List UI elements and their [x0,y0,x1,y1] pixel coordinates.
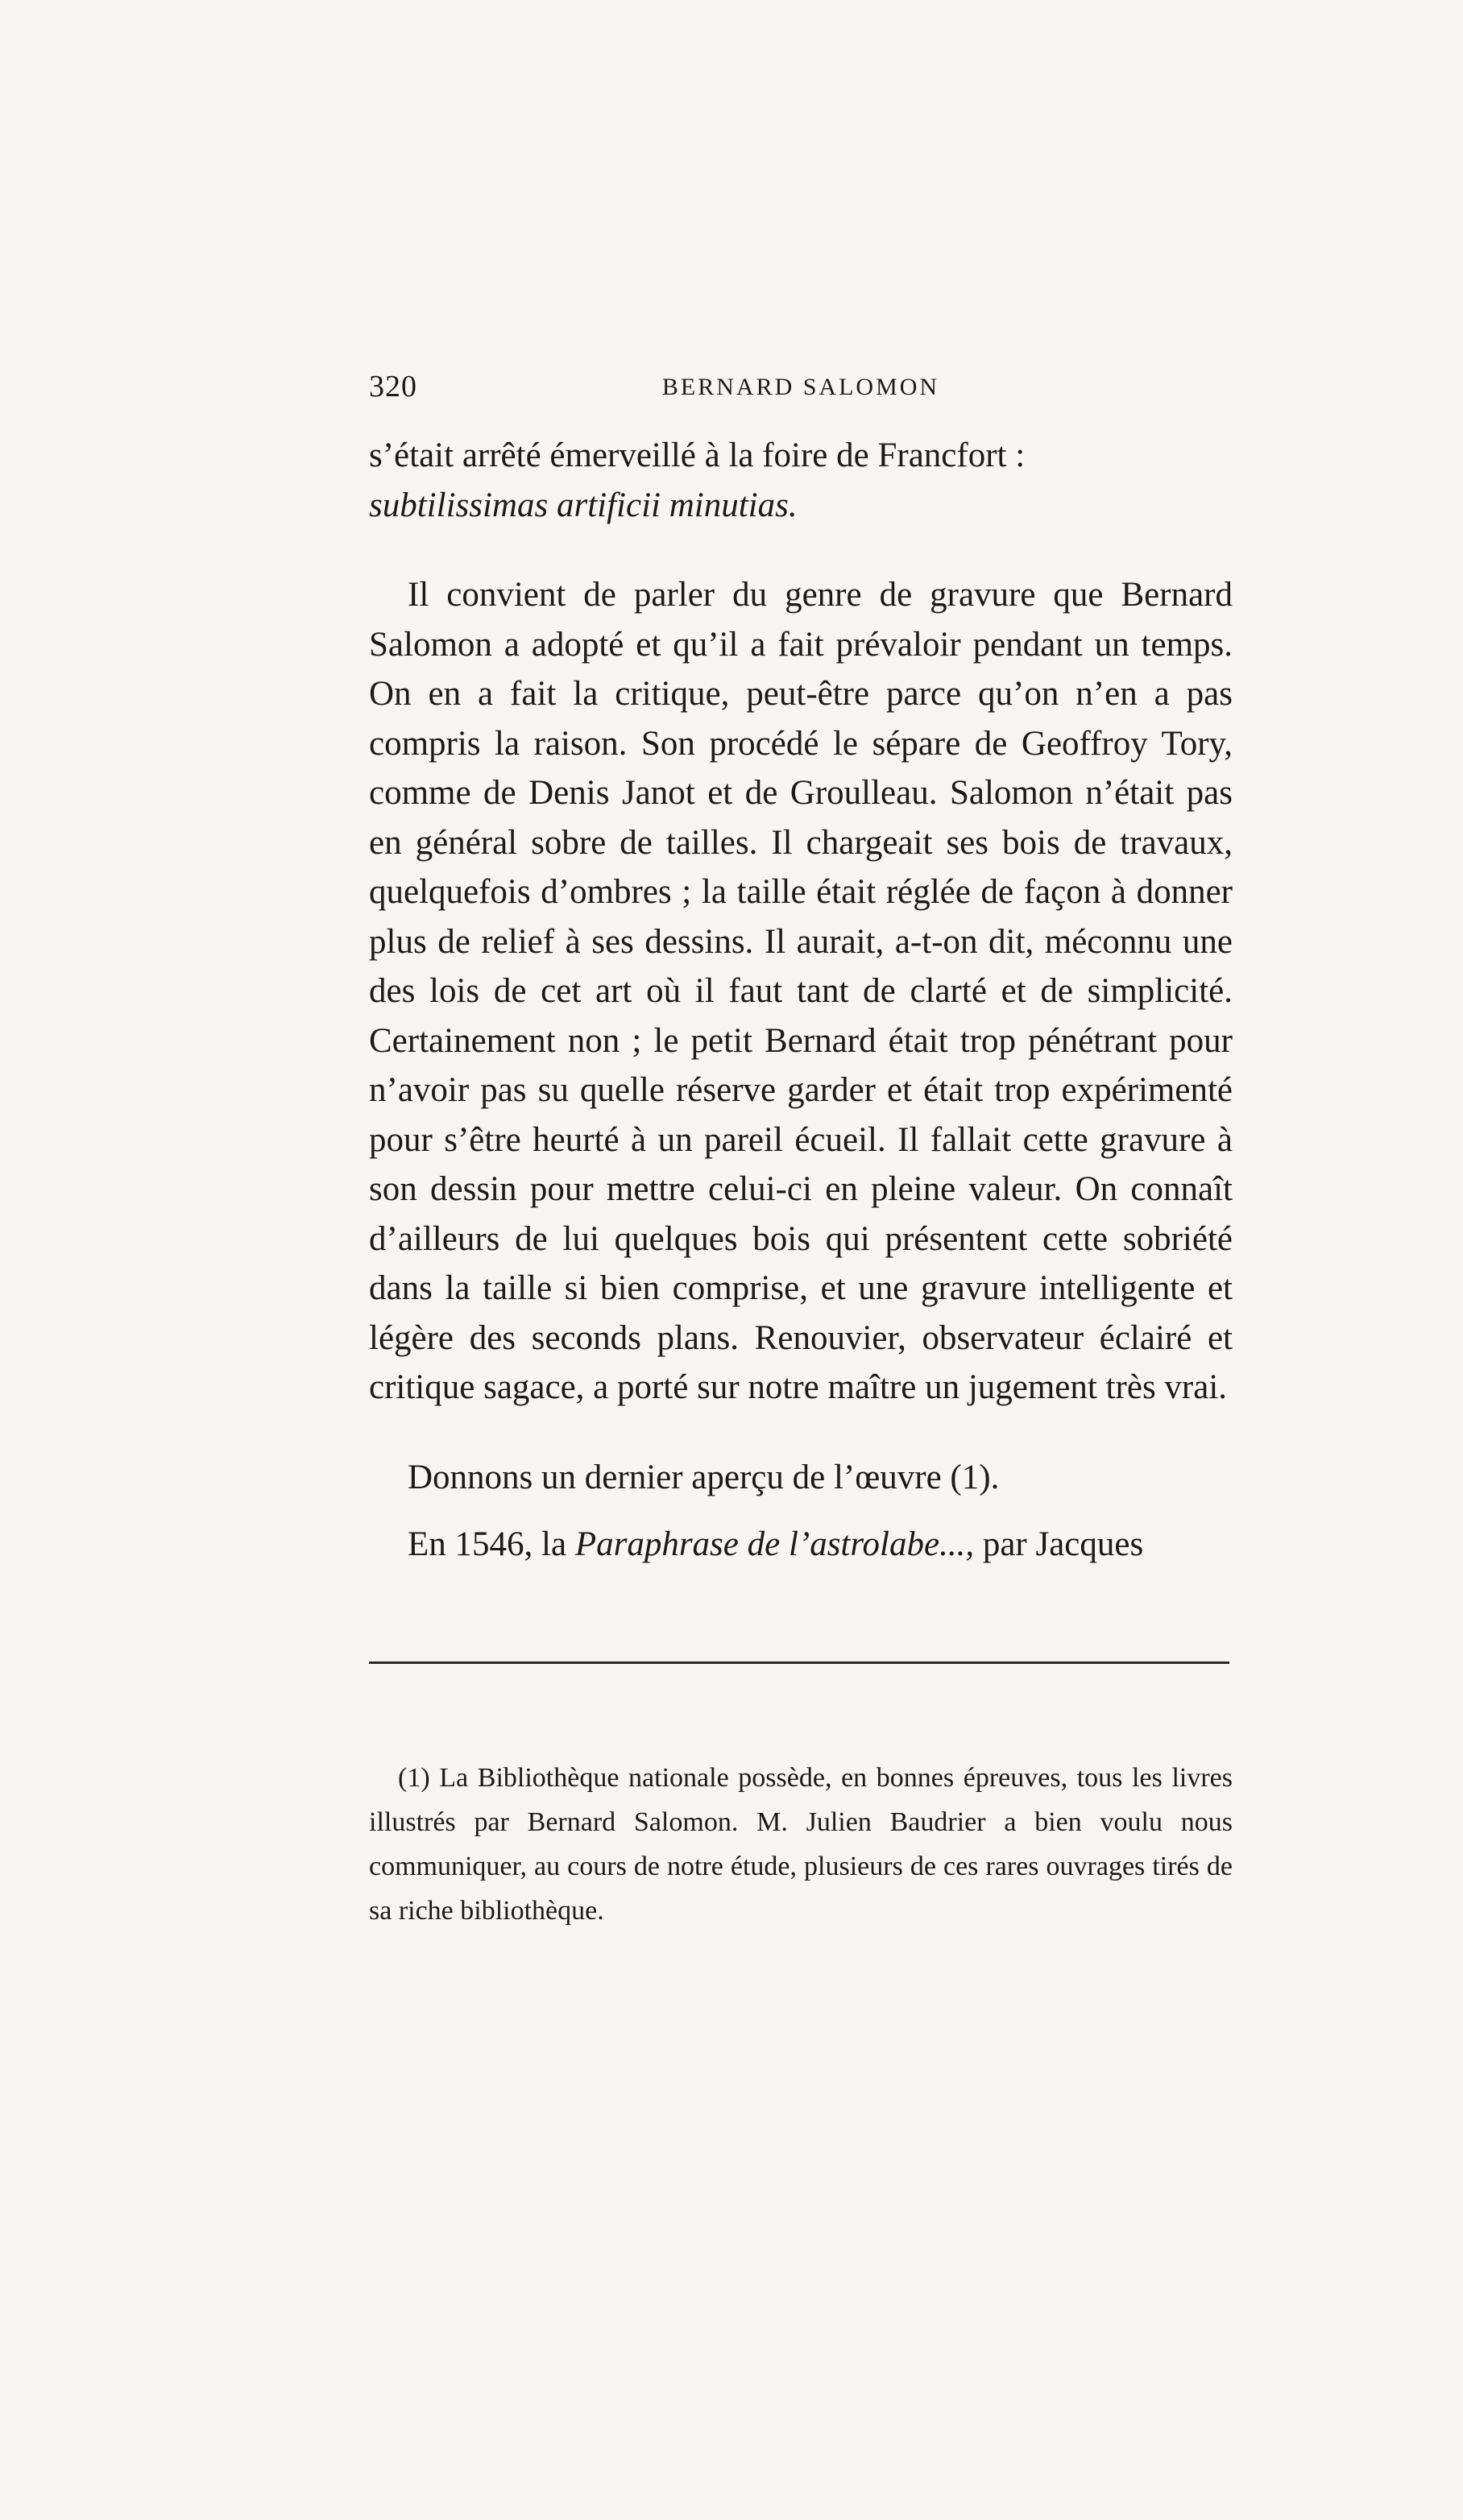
paragraph-1546-start: En 1546, la [408,1525,567,1563]
book-title: Paraphrase de l’astrolabe..., [574,1525,975,1563]
footnote-rule [369,1661,1229,1664]
paragraph-overview: Donnons un dernier aperçu de l’œuvre (1). [408,1458,1000,1496]
paragraph-1546-end: par Jacques [982,1525,1144,1563]
latin-quotation: subtilissimas artificii minutias. [369,486,798,524]
footnote: (1) La Bibliothèque nationale possède, en bonnes épreuves, tous les livres illustrés par Bernard Salomon. M. Julien Baudrier a bien voulu nous communiquer, au cours de notre étude, plusieurs de ces rares ouvrages tirés de sa riche bibliothèque. [369,1763,1233,1926]
page-number: 320 [369,370,417,403]
paragraph-1546 [369,1520,1233,1570]
main-text [369,431,1233,1570]
paragraph-continuation-text: s’était arrêté émerveillé à la foire de Francfort : [369,437,1026,474]
running-head: BERNARD SALOMON [661,374,940,400]
paragraph-engraving: Il convient de parler du genre de gravure que Bernard Salomon a adopté et qu’il a fait prévaloir pendant un temps. On en a fait la critique, peut-être parce qu’on n’en a pas compris la raison. Son procédé le sépare de Geoffroy Tory, comme de Denis Janot et de Groulleau. Salomon n’était pas en général sobre de tailles. Il chargeait ses bois de travaux, quelquefois d’ombres ; la taille était réglée de façon à donner plus de relief à ses dessins. Il aurait, a-t-on dit, méconnu une des lois de cet art où il faut tant de clarté et de simplicité. Certainement non ; le petit Bernard était trop pénétrant pour n’avoir pas su quelle réserve garder et était trop expérimenté pour s’être heurté à un pareil écueil. Il fallait cette gravure à son dessin pour mettre celui-ci en pleine valeur. On connaît d’ailleurs de lui quelques bois qui présentent cette sobriété dans la taille si bien comprise, et une gravure intelligente et légère des seconds plans. Renouvier, observateur éclairé et critique sagace, a porté sur notre maître un jugement très vrai. [369,576,1233,1406]
paragraph-continuation [369,431,1233,530]
page-header [369,369,1233,409]
